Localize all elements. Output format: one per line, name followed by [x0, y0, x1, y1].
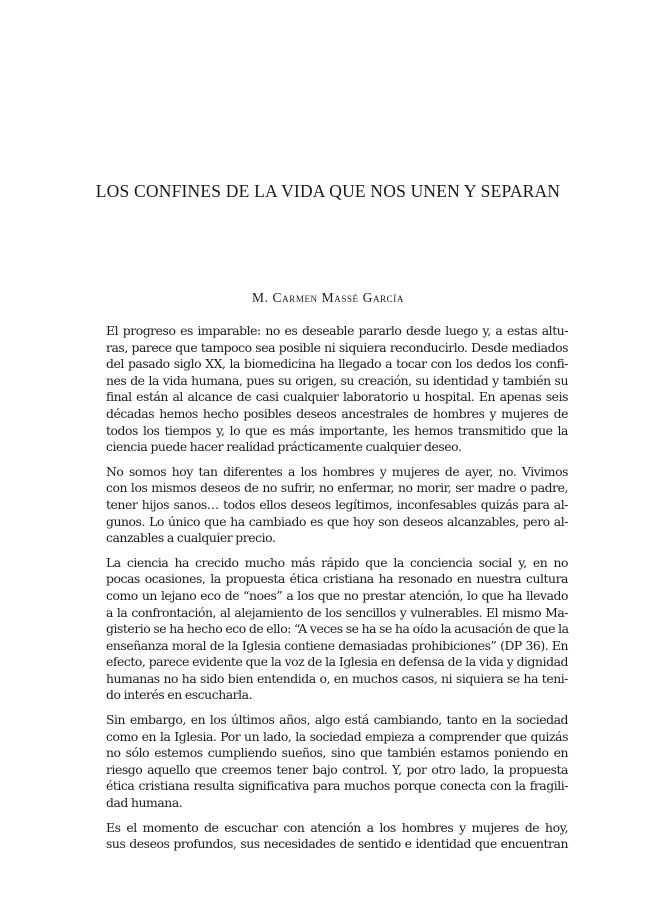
paragraph: [88, 712, 568, 812]
text-line: final están al alcance de casi cualquier laboratorio u hospital. En apenas seis: [106, 389, 568, 405]
paragraph: [88, 820, 568, 853]
text-line: ras, parece que tampoco sea posible ni siquiera reconducirlo. Desde mediados: [106, 339, 568, 355]
author-name: M. Carmen Massé García: [252, 290, 404, 305]
text-line: pocas ocasiones, la propuesta ética cristiana ha resonado en nuestra cultura: [106, 571, 568, 587]
text-line: humanas no ha sido bien entendida o, en muchos casos, ni siquiera se ha teni-: [106, 670, 568, 686]
text-line: del pasado siglo XX, la biomedicina ha llegado a tocar con los dedos los confi-: [106, 356, 568, 372]
text-line: ciencia puede hacer realidad prácticamente cualquier deseo.: [106, 439, 462, 455]
text-line: nes de la vida humana, pues su origen, su creación, su identidad y también su: [106, 372, 568, 388]
text-line: canzables a cualquier precio.: [106, 530, 276, 546]
text-line: do interés en escucharla.: [106, 687, 253, 703]
text-line: El progreso es imparable: no es deseable pararlo desde luego y, a estas altu-: [106, 323, 568, 338]
text-line: como en la Iglesia. Por un lado, la sociedad empieza a comprender que quizás: [106, 728, 568, 744]
paragraph: [88, 555, 568, 704]
text-line: tener hijos sanos… todos ellos deseos legítimos, inconfesables quizás para al-: [106, 496, 568, 512]
text-line: a la confrontación, al alejamiento de los sencillos y vulnerables. El mismo Ma-: [106, 604, 568, 620]
text-line: todos los tiempos y, lo que es más importante, les hemos transmitido que la: [106, 422, 568, 438]
text-line: gunos. Lo único que ha cambiado es que hoy son deseos alcanzables, pero al-: [106, 513, 568, 529]
text-line: no sólo estemos cumpliendo sueños, sino que también estamos poniendo en: [106, 745, 568, 761]
body-text: [88, 323, 568, 861]
text-line: como un lejano eco de “noes” a los que no prestar atención, lo que ha llevado: [106, 587, 568, 603]
text-line: gisterio se ha hecho eco de ello: “A veces se ha se ha oído la acusación de que la: [106, 621, 569, 637]
chapter-title: LOS CONFINES DE LA VIDA QUE NOS UNEN Y SEPARAN: [95, 181, 561, 201]
text-line: dad humana.: [106, 795, 183, 811]
text-line: sus deseos profundos, sus necesidades de sentido e identidad que encuentran: [106, 836, 568, 852]
page: [88, 0, 568, 917]
text-line: Es el momento de escuchar con atención a los hombres y mujeres de hoy,: [106, 819, 568, 835]
text-line: riesgo aquello que creemos tener bajo control. Y, por otro lado, la propuesta: [106, 761, 568, 777]
text-line: La ciencia ha crecido mucho más rápido que la conciencia social y, en no: [106, 554, 568, 570]
text-line: Sin embargo, en los últimos años, algo está cambiando, tanto en la sociedad: [106, 712, 568, 728]
text-line: enseñanza moral de la Iglesia contiene demasiadas prohibiciones” (DP 36). En: [106, 637, 568, 653]
paragraph: [88, 464, 568, 547]
text-line: con los mismos deseos de no sufrir, no enfermar, no morir, ser madre o padre,: [106, 480, 568, 496]
paragraph: [88, 323, 568, 456]
text-line: ética cristiana resulta significativa para muchos porque conecta con la fragili-: [106, 778, 568, 794]
text-line: décadas hemos hecho posibles deseos ancestrales de hombres y mujeres de: [106, 405, 568, 421]
text-line: efecto, parece evidente que la voz de la Iglesia en defensa de la vida y dignidad: [106, 654, 568, 670]
text-line: No somos hoy tan diferentes a los hombres y mujeres de ayer, no. Vivimos: [106, 463, 568, 479]
